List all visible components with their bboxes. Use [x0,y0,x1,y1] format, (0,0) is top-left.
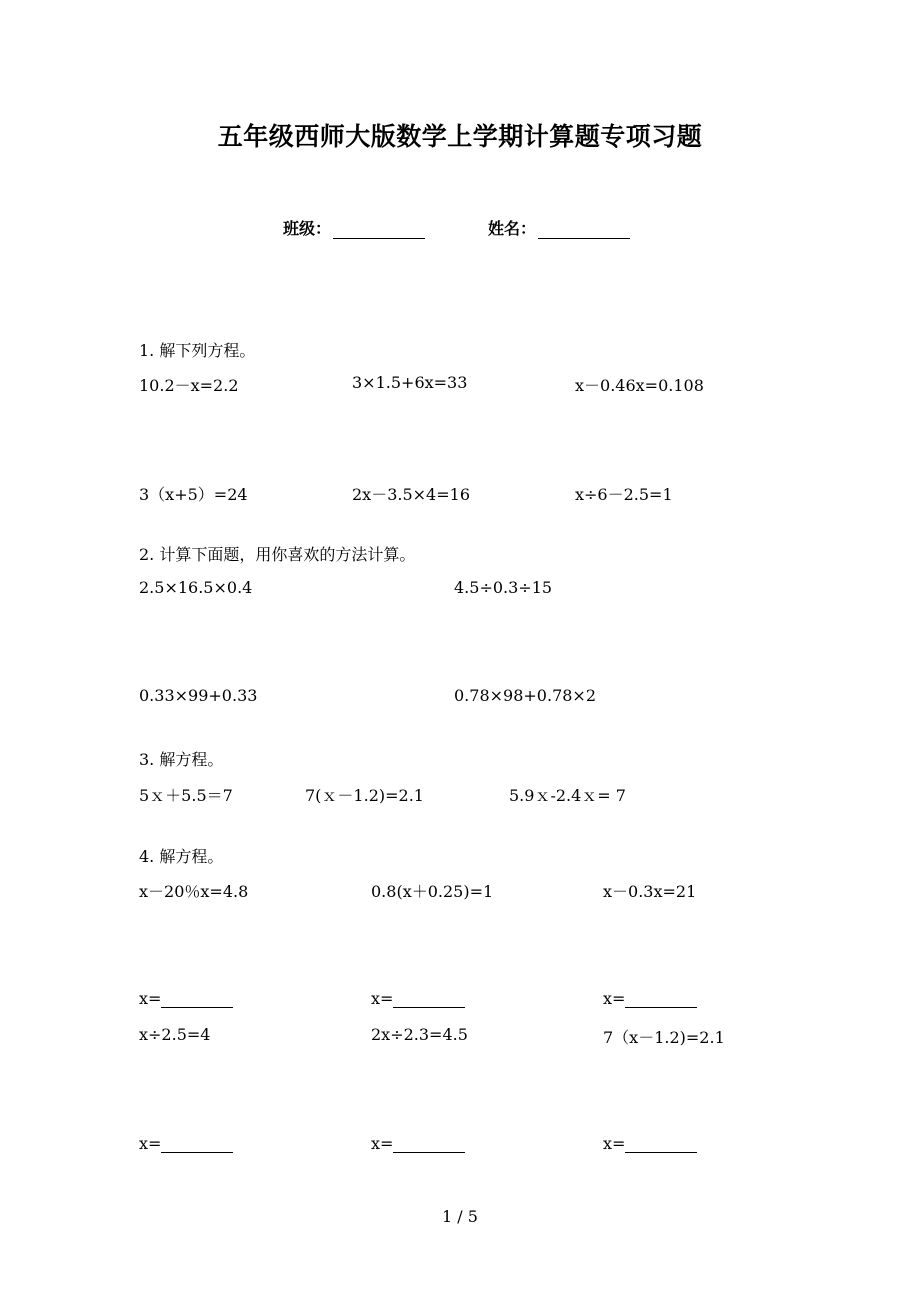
page-number: 1 / 5 [442,1207,478,1226]
name-label: 姓名： [488,219,537,238]
s1-problem-5: 2x－3.5×4=16 [352,485,471,504]
answer-blank[interactable] [161,993,233,1008]
s4-problem-2: 0.8(x＋0.25)=1 [371,882,494,901]
s4-answer-5 [371,1134,465,1153]
s2-problem-3: 0.33×99+0.33 [139,686,258,705]
name-blank[interactable] [538,222,630,239]
answer-blank[interactable] [625,993,697,1008]
answer-blank[interactable] [625,1138,697,1153]
s4-problem-4: x÷2.5=4 [139,1025,211,1044]
s4-problem-5: 2x÷2.3=4.5 [371,1025,468,1044]
s4-problem-1: x－20％x=4.8 [139,882,249,901]
answer-blank[interactable] [393,993,465,1008]
answer-blank[interactable] [161,1138,233,1153]
s2-problem-2: 4.5÷0.3÷15 [454,578,553,597]
s1-problem-4: 3（x+5）=24 [139,485,248,504]
s4-answer-6 [603,1134,697,1153]
s3-problem-2: 7(ｘ－1.2)=2.1 [305,786,424,805]
s2-problem-1: 2.5×16.5×0.4 [139,578,253,597]
answer-blank[interactable] [393,1138,465,1153]
answer-prefix: x= [603,1134,626,1153]
s1-problem-3: x－0.46x=0.108 [575,376,704,395]
s4-problem-3: x－0.3x=21 [603,882,697,901]
s3-problem-3: 5.9ｘ-2.4ｘ= 7 [509,786,626,805]
answer-prefix: x= [371,989,394,1008]
s1-problem-1: 10.2－x=2.2 [139,376,239,395]
s3-problem-1: 5ｘ＋5.5＝7 [139,786,233,805]
page-title: 五年级西师大版数学上学期计算题专项习题 [217,122,703,151]
s1-problem-2: 3×1.5+6x=33 [352,373,468,392]
section-2-heading: 2. 计算下面题，用你喜欢的方法计算。 [139,545,416,564]
class-label: 班级： [283,219,332,238]
name-field [488,216,630,239]
answer-prefix: x= [139,989,162,1008]
s4-answer-3 [603,989,697,1008]
s4-answer-4 [139,1134,233,1153]
s4-problem-6: 7（x－1.2)=2.1 [603,1028,725,1047]
section-1-heading: 1. 解下列方程。 [139,341,256,360]
answer-prefix: x= [603,989,626,1008]
class-field [283,216,425,239]
section-3-heading: 3. 解方程。 [139,750,224,769]
s2-problem-4: 0.78×98+0.78×2 [454,686,597,705]
s4-answer-1 [139,989,233,1008]
class-blank[interactable] [333,222,425,239]
s4-answer-2 [371,989,465,1008]
section-4-heading: 4. 解方程。 [139,847,224,866]
answer-prefix: x= [371,1134,394,1153]
s1-problem-6: x÷6－2.5=1 [575,485,673,504]
answer-prefix: x= [139,1134,162,1153]
